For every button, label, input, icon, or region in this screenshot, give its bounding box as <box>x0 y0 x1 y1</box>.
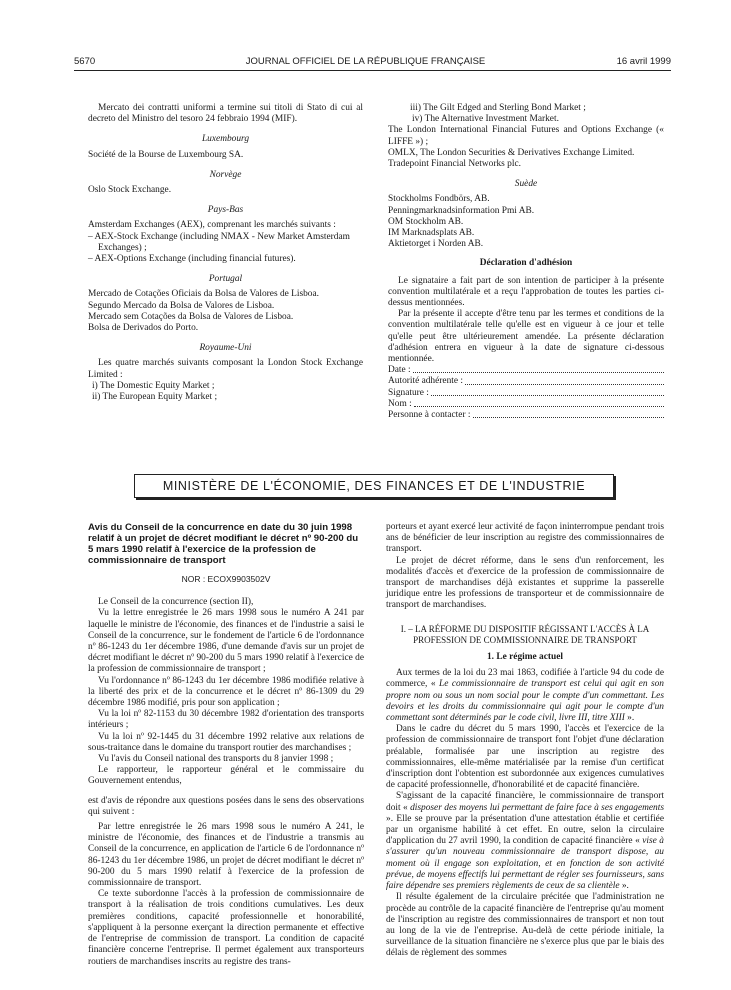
journal-title: JOURNAL OFFICIEL DE LA RÉPUBLIQUE FRANÇAISE <box>245 56 486 67</box>
right-column-top <box>388 103 664 421</box>
avis-paragraph: S'agissant de la capacité financière, le commissionnaire de transport doit « disposer des moyens lui permettant de faire face à ses engagements ». Elle se prouve par la présentation d'une attestation établie et certifiée par un organisme habilité à cet effet. En outre, selon la circulaire d'application du 27 avril 1990, la condition de capacité financière « vise à s'assurer qu'un nouveau commissionnaire de transport dispose, au moment où il engage son exploitation, et en fonction de son activité prévue, de moyens effectifs lui permettant de régler ses fournisseurs, sans faire dépendre ses premiers règlements de ceux de sa clientèle ». <box>386 791 664 892</box>
entry: OM Stockholm AB. <box>388 216 464 227</box>
form-line-date: Date : <box>388 365 664 376</box>
avis-right-column <box>386 522 664 960</box>
entry: Mercado sem Cotações da Bolsa de Valores de Lisboa. <box>88 311 294 322</box>
ministry-banner: MINISTÈRE DE L'ÉCONOMIE, DES FINANCES ET DE L'INDUSTRIE <box>134 474 614 498</box>
entry: Segundo Mercado da Bolsa de Valores de Lisboa. <box>88 300 275 311</box>
avis-paragraph: Il résulte également de la circulaire précitée que l'administration ne procède au contrôle de la capacité financière de l'entreprise qu'au moment de l'inscription au registre des commissionnaires de transport et non tout au long de la vie de l'entreprise. Au-delà de cette période initiale, la surveillance de la situation financière ne s'exerce plus que par le biais des délais de règlement des sommes <box>386 892 664 959</box>
page-date: 16 avril 1999 <box>616 56 671 67</box>
entry: iii) The Gilt Edged and Sterling Bond Market ; <box>410 103 586 113</box>
declaration-paragraph: Par la présente il accepte d'être tenu par les termes et conditions de la convention multilatérale telle qu'elle est en vigueur à ce jour et telle qu'elle peut être ultérieurement amendée. La présente déclaration d'adhésion entrera en vigueur à la date de signature ci-dessous mentionnée. <box>388 309 664 365</box>
entry: Bolsa de Derivados do Porto. <box>88 323 199 334</box>
heading-norvege: Norvège <box>209 169 242 180</box>
entry: Tradepoint Financial Networks plc. <box>388 159 521 170</box>
header-rule <box>74 70 671 71</box>
avis-paragraph: Le Conseil de la concurrence (section II), <box>98 597 254 608</box>
declaration-title: Déclaration d'adhésion <box>479 258 573 269</box>
heading-portugal: Portugal <box>208 274 243 285</box>
entry: i) The Domestic Equity Market ; <box>92 380 215 391</box>
entry: OMLX, The London Securities & Derivatives Exchange Limited. <box>388 147 635 158</box>
form-line-autorite: Autorité adhérente : <box>388 376 664 387</box>
page-number: 5670 <box>74 56 96 67</box>
avis-paragraph: Le rapporteur, le rapporteur général et le commissaire du Gouvernement entendus, <box>88 765 364 787</box>
entry: Les quatre marchés suivants composant la London Stock Exchange Limited : <box>88 358 363 380</box>
form-line-personne: Personne à contacter : <box>388 410 664 421</box>
avis-paragraph: Vu la loi nº 82-1153 du 30 décembre 1982 d'orientation des transports intérieurs ; <box>88 709 364 731</box>
heading-pays-bas: Pays-Bas <box>207 205 244 216</box>
entry: Stockholms Fondbörs, AB. <box>388 194 490 205</box>
entry: IM Marknadsplats AB. <box>388 228 475 239</box>
avis-paragraph: Par lettre enregistrée le 26 mars 1998 sous le numéro A 241, le ministre de l'économie, des finances et de l'industrie a transmis au Conseil de la concurrence, en application de l'article 6 de l'ordonnance nº 86-1243 du 1er décembre 1986, un projet de décret modifiant le décret nº 90-200 du 5 mars 1990 relatif à l'exercice de la profession de commissionnaire de transport. <box>88 822 364 889</box>
declaration-paragraph: Le signataire a fait part de son intention de participer à la présente convention multilatérale et a reçu l'approbation de toutes les parties ci-dessus mentionnées. <box>388 275 664 309</box>
avis-left-column <box>88 522 364 968</box>
avis-paragraph: Aux termes de la loi du 23 mai 1863, codifiée à l'article 94 du code de commerce, « Le commissionnaire de transport est celui qui agit en son propre nom ou sous un nom social pour le compte d'un commettant. Les devoirs et les droits du commissionnaire qui agit pour le compte d'un commettant sont déterminés par le code civil, livre III, titre XIII ». <box>386 668 664 724</box>
form-line-nom: Nom : <box>388 399 664 410</box>
heading-luxembourg: Luxembourg <box>201 134 250 145</box>
avis-paragraph: Vu la loi nº 92-1445 du 31 décembre 1992 relative aux relations de sous-traitance dans le domaine du transport routier des marchandises ; <box>88 731 364 753</box>
entry: – AEX-Options Exchange (including financial futures). <box>88 254 296 265</box>
section-heading: I. – LA RÉFORME DU DISPOSITIF RÉGISSANT L'ACCÈS À LA PROFESSION DE COMMISSIONNAIRE DE TRANSPORT <box>400 623 650 645</box>
avis-paragraph: Vu la lettre enregistrée le 26 mars 1998 sous le numéro A 241 par laquelle le ministre de l'économie, des finances et de l'industrie a saisi le Conseil de la concurrence, sur le fondement de l'article 6 de l'ordonnance nº 86-1243 du 1er décembre 1986, d'une demande d'avis sur un projet de décret modifiant le décret nº 90-200 du 5 mars 1990 relatif à l'exercice de la profession de commissionnaire de transport ; <box>88 608 364 675</box>
entry: Aktietorget i Norden AB. <box>388 239 484 250</box>
heading-suede: Suède <box>514 179 538 190</box>
avis-paragraph: Vu l'ordonnance nº 86-1243 du 1er décembre 1986 modifiée relative à la liberté des prix et de la concurrence et le décret nº 86-1309 du 29 décembre 1986 modifié, pris pour son application ; <box>88 675 364 709</box>
entry: Penningmarknadsinformation Pmi AB. <box>388 205 535 216</box>
avis-paragraph: Ce texte subordonne l'accès à la profession de commissionnaire de transport à la réalisation de trois conditions cumulatives. Les deux premières conditions, capacité professionnelle et honorabilité, s'appliquent à la personne exerçant la direction permanente et effective de l'entreprise de commission de transport. La condition de capacité financière concerne l'entreprise. Il permet également aux transporteurs routiers de marchandises inscrits au registre des trans- <box>88 889 364 967</box>
entry: iv) The Alternative Investment Market. <box>412 114 559 125</box>
avis-paragraph: Dans le cadre du décret du 5 mars 1990, l'accès et l'exercice de la profession de commissionnaire de transport font l'objet d'une déclaration préalable, formalisée par une inscription au registre des commissionnaires, elle-même matérialisée par la remise d'un certificat d'inscription dont l'obtention est subordonnée aux exigences cumulatives de capacité professionnelle, d'honorabilité et de capacité financière. <box>386 724 664 791</box>
avis-paragraph: Le projet de décret réforme, dans le sens d'un renforcement, les modalités d'accès et d'exercice de la profession de commissionnaire de transport de marchandises déjà existantes et supprime la passerelle juridique entre les professions de transporteur et de commissionnaire de transport de marchandises. <box>386 555 664 611</box>
entry: Oslo Stock Exchange. <box>88 185 172 196</box>
heading-royaume-uni: Royaume-Uni <box>199 343 252 354</box>
avis-paragraph: porteurs et ayant exercé leur activité de façon ininterrompue pendant trois ans de bénéficier de leur inscription au registre des commissionnaires de transport. <box>386 522 664 555</box>
entry: Amsterdam Exchanges (AEX), comprenant les marchés suivants : <box>88 220 336 231</box>
avis-title: Avis du Conseil de la concurrence en date du 30 juin 1998 relatif à un projet de décret modifiant le décret nº 90-200 du 5 mars 1990 relatif à l'exercice de la profession de commissionnaire de transport <box>88 522 359 566</box>
entry: The London International Financial Futures and Options Exchange (« LIFFE ») ; <box>388 125 664 147</box>
avis-paragraph: est d'avis de répondre aux questions posées dans le sens des observations qui suivent : <box>88 795 364 817</box>
nor-reference: NOR : ECOX9903502V <box>181 574 271 584</box>
left-column-top <box>88 103 363 403</box>
avis-paragraph: Vu l'avis du Conseil national des transports du 8 janvier 1998 ; <box>98 754 334 765</box>
entry: ii) The European Equity Market ; <box>92 392 218 403</box>
entry: Mercado de Cotações Oficiais da Bolsa de Valores de Lisboa. <box>88 289 320 300</box>
mercato-entry: Mercato dei contratti uniformi a termine sui titoli di Stato di cui al decreto del Ministro del tesoro 24 febbraio 1994 (MIF). <box>88 103 363 125</box>
entry: Société de la Bourse de Luxembourg SA. <box>88 149 244 160</box>
entry: – AEX-Stock Exchange (including NMAX - New Market Amsterdam Exchanges) ; <box>88 231 350 253</box>
subsection-heading: 1. Le régime actuel <box>486 652 563 663</box>
form-line-signature: Signature : <box>388 388 664 399</box>
